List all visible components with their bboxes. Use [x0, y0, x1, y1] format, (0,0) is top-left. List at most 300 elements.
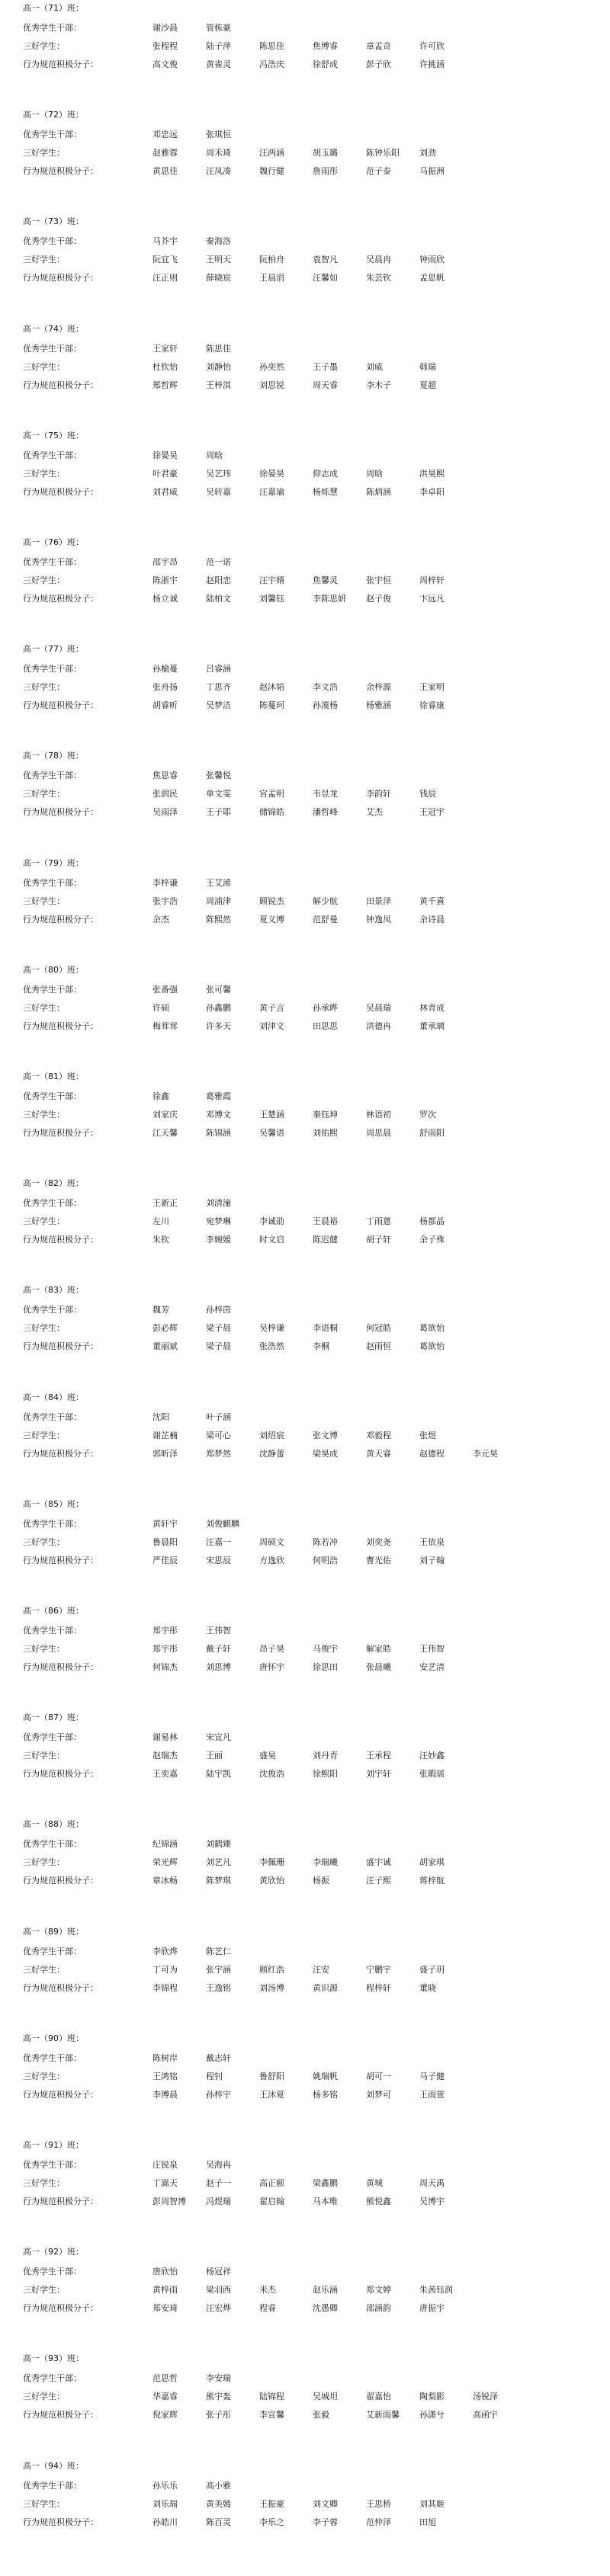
student-name: 刘劲 [419, 148, 436, 159]
cadre-label: 优秀学生干部： [23, 450, 82, 460]
student-name: 黄欣怡 [259, 1876, 284, 1886]
merit-label: 三好学生： [23, 1110, 65, 1120]
student-name: 杨雅涵 [366, 700, 391, 711]
student-name: 李桐 [313, 1341, 329, 1352]
student-name: 陈浙宇 [152, 575, 178, 585]
cadre-row [23, 878, 602, 889]
student-name: 林青成 [419, 1002, 445, 1013]
student-name: 张暇瑶 [419, 1769, 445, 1780]
model-row [23, 700, 602, 711]
student-name: 刘绍宸 [259, 1430, 284, 1440]
student-name: 许挑涵 [419, 59, 445, 69]
student-name: 李文浩 [313, 682, 338, 693]
class-block [0, 3, 610, 79]
student-name: 范一诺 [206, 557, 231, 567]
merit-row [23, 41, 602, 52]
model-row [23, 2196, 602, 2207]
student-name: 焦博睿 [313, 41, 338, 51]
student-name: 黄轩宇 [152, 1518, 178, 1529]
student-name: 赵子一 [206, 2178, 231, 2188]
student-name: 董承璃 [419, 1020, 445, 1031]
student-name: 周天禹 [419, 2178, 445, 2188]
student-name: 沈静蕾 [259, 1448, 284, 1459]
student-name: 李木子 [366, 380, 391, 390]
class-title: 高一（87）班： [23, 1713, 84, 1723]
student-name: 刘艺凡 [206, 1857, 231, 1868]
student-name: 李瑞曦 [313, 1857, 338, 1868]
student-name: 张番强 [152, 984, 178, 995]
cadre-row [23, 2160, 602, 2171]
student-name: 陆宇凯 [206, 1769, 231, 1780]
student-name: 刘俊麒麟 [206, 1518, 239, 1529]
class-title: 高一（83）班： [23, 1285, 84, 1296]
cadre-row [23, 1305, 602, 1315]
student-name: 汪宇婿 [259, 575, 284, 585]
class-block [0, 2353, 610, 2430]
student-name: 陈蔓珂 [259, 700, 284, 711]
merit-row [23, 1431, 602, 1441]
merit-row [23, 575, 602, 586]
student-name: 洪昊熙 [419, 468, 445, 479]
cadre-row [23, 344, 602, 354]
student-name: 鲁舒阳 [259, 2071, 284, 2081]
merit-label: 三好学生： [23, 1323, 65, 1334]
student-name: 刘清潼 [206, 1198, 231, 1209]
merit-row [23, 1110, 602, 1120]
cadre-row [23, 985, 602, 995]
student-name: 唐欣怡 [152, 2267, 178, 2277]
student-name: 吴海冉 [206, 2160, 231, 2170]
cadre-label: 优秀学生干部： [23, 1198, 82, 1209]
student-name: 王梓淇 [206, 380, 231, 390]
student-name: 仰志成 [313, 468, 338, 479]
merit-row [23, 789, 602, 799]
student-name: 郑文婷 [366, 2285, 391, 2296]
student-name: 周禾琦 [206, 148, 231, 159]
student-name: 梁鑫鹏 [313, 2178, 338, 2188]
merit-row [23, 1857, 602, 1868]
merit-row [23, 896, 602, 907]
model-row [23, 380, 602, 391]
model-label: 行为规范积极分子： [23, 914, 98, 924]
cadre-label: 优秀学生干部： [23, 2160, 82, 2170]
student-name: 胡可一 [366, 2071, 391, 2081]
student-name: 程睿 [259, 2303, 276, 2314]
model-label: 行为规范积极分子： [23, 2089, 98, 2100]
student-name: 张馨悦 [206, 771, 231, 781]
student-name: 李佩珊 [259, 1857, 284, 1868]
student-name: 刘乐瑞 [152, 2498, 178, 2509]
class-title: 高一（74）班： [23, 323, 84, 334]
class-block [0, 216, 610, 293]
merit-row [23, 2285, 602, 2296]
student-name: 杨立诚 [152, 594, 178, 604]
student-name: 郑哲辉 [152, 380, 178, 390]
cadre-label: 优秀学生干部： [23, 23, 82, 33]
student-name: 张舟扬 [152, 682, 178, 693]
student-name: 刘宇轩 [366, 1769, 391, 1780]
class-block [0, 2140, 610, 2216]
merit-row [23, 682, 602, 693]
student-name: 孙漠杨 [313, 700, 338, 711]
student-name: 王晨涓 [259, 273, 284, 284]
merit-row [23, 362, 602, 373]
student-name: 孙榆蔓 [152, 664, 178, 674]
class-title: 高一（71）班： [23, 3, 84, 13]
student-name: 焦馨灵 [313, 575, 338, 585]
cadre-label: 优秀学生干部： [23, 2373, 82, 2384]
student-name: 王依泉 [419, 1536, 445, 1547]
student-name: 孙潇兮 [419, 2410, 445, 2421]
student-name: 戴志轩 [206, 2052, 231, 2063]
student-name: 杨多铭 [313, 2089, 338, 2100]
student-name: 王家轩 [152, 343, 178, 354]
student-name: 徐晏昊 [152, 450, 178, 460]
student-name: 杜钦怡 [152, 361, 178, 372]
student-name: 许多天 [206, 1020, 231, 1031]
student-name: 李梓谦 [152, 877, 178, 888]
class-block [0, 644, 610, 720]
student-name: 王家明 [419, 682, 445, 693]
model-row [23, 1983, 602, 1994]
student-name: 梁子晨 [206, 1341, 231, 1352]
student-name: 陈思佳 [206, 343, 231, 354]
student-name: 黄美嫣 [206, 2498, 231, 2509]
class-block [0, 1499, 610, 1575]
student-name: 郑宇彤 [152, 1626, 178, 1636]
student-name: 江天馨 [152, 1128, 178, 1138]
student-name: 陆锦程 [259, 2392, 284, 2402]
student-name: 管栋豪 [206, 23, 231, 33]
student-name: 王晨裕 [313, 1216, 338, 1227]
student-name: 阮柏舟 [259, 255, 284, 265]
student-name: 林语初 [366, 1110, 391, 1120]
student-name: 梁子晨 [206, 1323, 231, 1334]
class-block [0, 1819, 610, 1895]
cadre-label: 优秀学生干部： [23, 2052, 82, 2063]
student-name: 许可欣 [419, 41, 445, 51]
student-name: 张宇浩 [152, 896, 178, 906]
student-name: 严佳辰 [152, 1555, 178, 1565]
model-row [23, 2517, 602, 2528]
student-name: 何明浩 [313, 1555, 338, 1565]
student-name: 余诗晨 [419, 914, 445, 924]
student-name: 昂子昊 [259, 1644, 284, 1654]
student-name: 庄锐泉 [152, 2160, 178, 2170]
student-name: 刘思博 [206, 1662, 231, 1672]
student-name: 潘哲峰 [313, 807, 338, 818]
student-name: 赵沐韬 [259, 682, 284, 693]
student-name: 王艾浠 [206, 877, 231, 888]
student-name: 刘君威 [152, 486, 178, 497]
model-label: 行为规范积极分子： [23, 273, 98, 284]
model-label: 行为规范积极分子： [23, 1128, 98, 1138]
merit-label: 三好学生： [23, 2498, 65, 2509]
student-name: 章冰畅 [152, 1876, 178, 1886]
student-name: 黄雀灵 [206, 59, 231, 69]
student-name: 魏芳 [152, 1305, 169, 1315]
student-name: 陈若冲 [313, 1536, 338, 1547]
student-name: 刘威 [366, 361, 383, 372]
student-name: 邓忠远 [152, 130, 178, 140]
student-name: 吴馨语 [259, 1128, 284, 1138]
class-block [0, 2247, 610, 2323]
student-name: 章孟奇 [366, 41, 391, 51]
class-title: 高一（90）班： [23, 2033, 84, 2043]
student-name: 黄天睿 [366, 1448, 391, 1459]
student-name: 朱茜钰润 [419, 2285, 453, 2296]
student-name: 马芥宇 [152, 236, 178, 247]
model-label: 行为规范积极分子： [23, 1235, 98, 1245]
cadre-label: 优秀学生干部： [23, 236, 82, 247]
model-row [23, 1662, 602, 1673]
class-title: 高一（94）班： [23, 2460, 84, 2471]
class-title: 高一（88）班： [23, 1819, 84, 1830]
class-title: 高一（80）班： [23, 964, 84, 975]
student-name: 唐振宇 [419, 2303, 445, 2314]
student-name: 赵乐涵 [313, 2285, 338, 2296]
student-name: 葛欲怡 [419, 1323, 445, 1334]
cadre-row [23, 2373, 602, 2384]
merit-label: 三好学生： [23, 41, 65, 51]
student-name: 张文博 [313, 1430, 338, 1440]
student-name: 李锦程 [152, 1982, 178, 1993]
cadre-label: 优秀学生干部： [23, 1305, 82, 1315]
student-name: 王伟智 [206, 1626, 231, 1636]
student-name: 鲁晨阳 [152, 1536, 178, 1547]
cadre-row [23, 23, 602, 34]
class-block [0, 2033, 610, 2110]
merit-label: 三好学生： [23, 1857, 65, 1868]
student-name: 周晗 [366, 468, 383, 479]
student-name: 黄思佳 [152, 166, 178, 177]
student-name: 唐怀宇 [259, 1662, 284, 1672]
student-name: 丁思齐 [206, 682, 231, 693]
student-name: 刘丹青 [313, 1751, 338, 1761]
student-name: 韦昱龙 [313, 789, 338, 799]
merit-label: 三好学生： [23, 896, 65, 906]
model-label: 行为规范积极分子： [23, 1020, 98, 1031]
student-name: 夏超 [419, 380, 436, 390]
student-name: 高正颐 [259, 2178, 284, 2188]
merit-row [23, 1644, 602, 1655]
student-name: 孙乐乐 [152, 2480, 178, 2491]
student-name: 张煜 [419, 1430, 436, 1440]
student-name: 范思哲 [152, 2373, 178, 2384]
student-name: 谢沙晨 [152, 23, 178, 33]
cadre-row [23, 2267, 602, 2277]
student-name: 李子蓉 [313, 2517, 338, 2527]
student-name: 田景泽 [366, 896, 391, 906]
student-name: 秦钰坤 [313, 1110, 338, 1120]
student-name: 盛子玥 [419, 1964, 445, 1975]
student-name: 吴雨泽 [152, 807, 178, 818]
student-name: 王楚涵 [259, 1110, 284, 1120]
model-row [23, 166, 602, 177]
student-name: 朱钦 [152, 1235, 169, 1245]
student-name: 艾新雨馨 [366, 2410, 400, 2421]
student-name: 刘津文 [259, 1020, 284, 1031]
student-name: 高函宇 [473, 2410, 498, 2421]
student-name: 马本唯 [313, 2196, 338, 2206]
student-name: 孙奕然 [259, 361, 284, 372]
merit-label: 三好学生： [23, 2392, 65, 2402]
student-name: 汤锐泽 [473, 2392, 498, 2402]
model-label: 行为规范积极分子： [23, 486, 98, 497]
student-name: 宋思辰 [206, 1555, 231, 1565]
student-name: 周硕文 [259, 1536, 284, 1547]
model-row [23, 1556, 602, 1566]
student-name: 程钊 [206, 2071, 223, 2081]
student-name: 田思思 [313, 1020, 338, 1031]
cadre-label: 优秀学生干部： [23, 2480, 82, 2491]
model-row [23, 1128, 602, 1139]
class-block [0, 1392, 610, 1469]
merit-label: 三好学生： [23, 682, 65, 693]
student-name: 李元昊 [473, 1448, 498, 1459]
student-name: 邓毅程 [366, 1430, 391, 1440]
student-name: 宛梦琳 [206, 1216, 231, 1227]
student-name: 王思桥 [366, 2498, 391, 2509]
student-name: 孙梓宇 [206, 2089, 231, 2100]
student-name: 黄梓雨 [152, 2285, 178, 2296]
class-title: 高一（78）班： [23, 751, 84, 761]
student-name: 孙皓川 [152, 2517, 178, 2527]
model-label: 行为规范积极分子： [23, 2196, 98, 2206]
class-block [0, 1606, 610, 1682]
merit-label: 三好学生： [23, 255, 65, 265]
student-name: 赵德程 [419, 1448, 445, 1459]
student-name: 梅茸茸 [152, 1020, 178, 1031]
student-name: 李婉媛 [206, 1235, 231, 1245]
student-name: 陈锦涵 [206, 1128, 231, 1138]
class-block [0, 1927, 610, 2003]
student-name: 李陈思妍 [313, 594, 346, 604]
student-name: 叶子涵 [206, 1411, 231, 1422]
student-name: 秦海洛 [206, 236, 231, 247]
student-name: 单文雯 [206, 789, 231, 799]
student-name: 汪嘉一 [206, 1536, 231, 1547]
student-name: 徐舒成 [313, 59, 338, 69]
merit-row [23, 1003, 602, 1014]
student-name: 艾杰 [366, 807, 383, 818]
model-label: 行为规范积极分子： [23, 166, 98, 177]
student-name: 李诚劭 [259, 1216, 284, 1227]
model-row [23, 1235, 602, 1245]
student-name: 王冠宇 [419, 807, 445, 818]
student-name: 刘文卿 [313, 2498, 338, 2509]
student-name: 翟启翰 [259, 2196, 284, 2206]
class-title: 高一（79）班： [23, 857, 84, 868]
student-name: 荣光辉 [152, 1857, 178, 1868]
merit-label: 三好学生： [23, 1644, 65, 1654]
student-name: 汪两涵 [259, 148, 284, 159]
student-name: 刘汤博 [259, 1982, 284, 1993]
student-name: 洪德冉 [366, 1020, 391, 1031]
merit-label: 三好学生： [23, 468, 65, 479]
student-name: 刘馨钰 [259, 594, 284, 604]
cadre-label: 优秀学生干部： [23, 130, 82, 140]
student-name: 丁嵩天 [152, 2178, 178, 2188]
student-name: 汪子熙 [366, 1876, 391, 1886]
student-name: 吴艺玮 [206, 468, 231, 479]
student-name: 孟思帆 [419, 273, 445, 284]
student-name: 王奕嘉 [152, 1769, 178, 1780]
model-label: 行为规范积极分子： [23, 700, 98, 711]
student-name: 郑梦然 [206, 1448, 231, 1459]
model-label: 行为规范积极分子： [23, 1982, 98, 1993]
student-name: 李安瑞 [206, 2373, 231, 2384]
student-name: 王子耶 [206, 807, 231, 818]
cadre-label: 优秀学生干部： [23, 1732, 82, 1743]
class-block [0, 324, 610, 400]
student-name: 熊悦鑫 [366, 2196, 391, 2206]
student-name: 黄子言 [259, 1002, 284, 1013]
student-name: 张琪恒 [206, 130, 231, 140]
student-name: 孙承晔 [313, 1002, 338, 1013]
student-name: 刘静怡 [206, 361, 231, 372]
student-name: 盛宇诚 [366, 1857, 391, 1868]
class-title: 高一（82）班： [23, 1178, 84, 1189]
model-label: 行为规范积极分子： [23, 1662, 98, 1672]
student-name: 薛晓宸 [206, 273, 231, 284]
class-title: 高一（72）班： [23, 110, 84, 120]
cadre-row [23, 450, 602, 461]
class-title: 高一（81）班： [23, 1072, 84, 1081]
class-block [0, 110, 610, 186]
student-name: 汪嘉瑜 [259, 486, 284, 497]
model-row [23, 487, 602, 498]
student-name: 谢易林 [152, 1732, 178, 1743]
student-name: 赵雅蓉 [152, 148, 178, 159]
student-name: 解家皓 [366, 1644, 391, 1654]
student-name: 沈俊浩 [259, 1769, 284, 1780]
student-name: 梁可心 [206, 1430, 231, 1440]
student-name: 余梓源 [366, 682, 391, 693]
merit-row [23, 2392, 602, 2402]
class-title: 高一（86）班： [23, 1606, 84, 1616]
student-name: 沈阳 [152, 1411, 169, 1422]
student-name: 杨都晶 [419, 1216, 445, 1227]
model-label: 行为规范积极分子： [23, 380, 98, 390]
student-name: 徐思田 [313, 1662, 338, 1672]
merit-label: 三好学生： [23, 148, 65, 159]
student-name: 夏义博 [259, 914, 284, 924]
student-name: 孙鑫鹏 [206, 1002, 231, 1013]
class-title: 高一（76）班： [23, 537, 84, 547]
student-name: 华嘉睿 [152, 2392, 178, 2402]
class-block [0, 858, 610, 934]
model-label: 行为规范积极分子： [23, 2517, 98, 2527]
student-name: 胡睿昕 [152, 700, 178, 711]
student-name: 周天睿 [313, 380, 338, 390]
student-name: 吕睿涵 [206, 664, 231, 674]
cadre-label: 优秀学生干部： [23, 2267, 82, 2277]
model-label: 行为规范积极分子： [23, 1341, 98, 1352]
student-name: 徐鑫 [152, 1091, 169, 1101]
cadre-label: 优秀学生干部： [23, 1626, 82, 1636]
student-name: 刘思锐 [259, 380, 284, 390]
cadre-label: 优秀学生干部： [23, 1411, 82, 1422]
model-row [23, 59, 602, 70]
model-row [23, 2090, 602, 2100]
student-name: 周浦津 [206, 896, 231, 906]
student-name: 何锦杰 [152, 1662, 178, 1672]
cadre-row [23, 1091, 602, 1102]
student-name: 彭必辉 [152, 1323, 178, 1334]
cadre-label: 优秀学生干部： [23, 557, 82, 567]
student-name: 吴转嘉 [206, 486, 231, 497]
